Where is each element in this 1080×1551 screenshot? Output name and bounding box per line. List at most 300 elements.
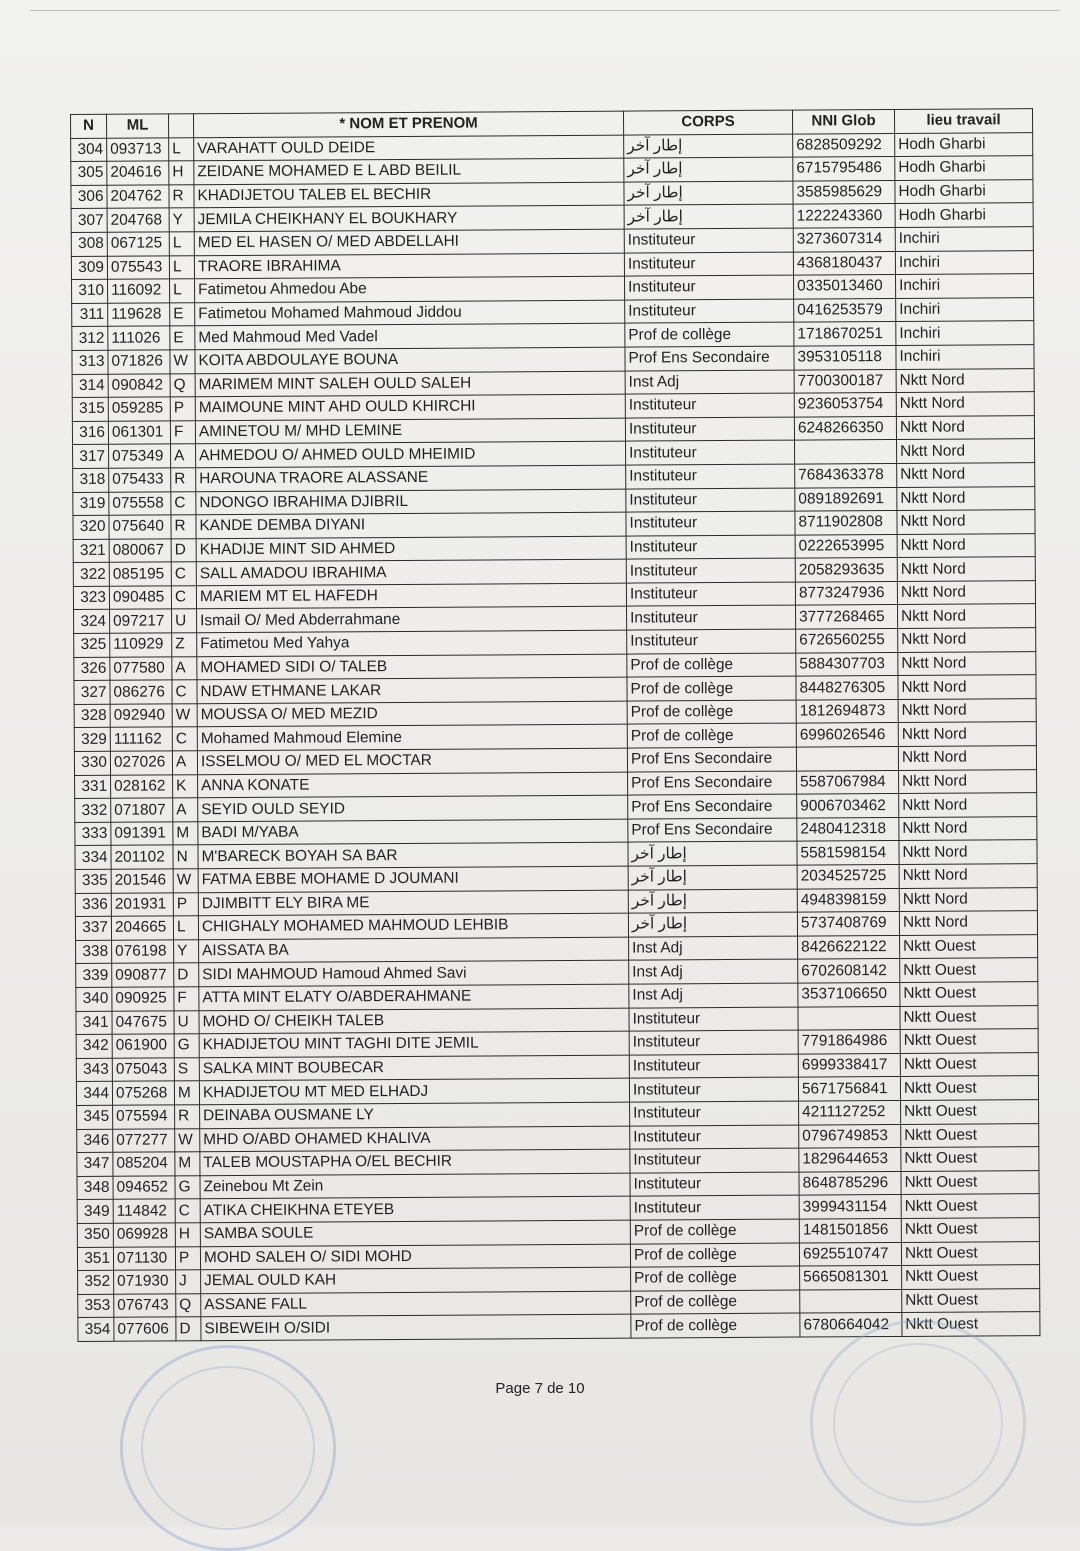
nni-glob-cell: 4211127252 — [799, 1100, 901, 1124]
nni-glob-cell: 1718670251 — [794, 322, 896, 346]
row-number-cell: 350 — [77, 1223, 113, 1247]
row-number-cell: 323 — [73, 586, 109, 610]
letter-code-cell: R — [175, 1105, 200, 1129]
letter-code-cell: R — [169, 185, 194, 209]
corps-cell: إطار آخر — [624, 204, 793, 229]
lieu-travail-cell: Nktt Nord — [898, 698, 1036, 722]
lieu-travail-cell: Nktt Ouest — [900, 1029, 1038, 1053]
full-name-cell: MAIMOUNE MINT AHD OULD KHIRCHI — [195, 394, 625, 420]
letter-code-cell: A — [172, 751, 197, 775]
full-name-cell: KHADIJETOU TALEB EL BECHIR — [194, 182, 624, 208]
ml-code-cell: 071807 — [111, 798, 173, 822]
ml-code-cell: 075594 — [113, 1105, 175, 1129]
corps-cell: Instituteur — [626, 535, 795, 560]
nni-glob-cell: 0796749853 — [799, 1124, 901, 1148]
ml-code-cell: 094652 — [113, 1176, 175, 1200]
ml-code-cell: 071130 — [113, 1246, 175, 1270]
nni-glob-cell: 8426622122 — [798, 935, 900, 959]
letter-code-cell: J — [176, 1270, 201, 1294]
letter-code-cell: A — [172, 656, 197, 680]
lieu-travail-cell: Nktt Ouest — [900, 1005, 1038, 1029]
row-number-cell: 310 — [72, 279, 108, 303]
nni-glob-cell — [800, 1289, 902, 1313]
letter-code-cell: R — [171, 515, 196, 539]
ml-code-cell: 093713 — [107, 137, 169, 161]
row-number-cell: 325 — [74, 633, 110, 657]
nni-glob-cell: 5665081301 — [800, 1266, 902, 1290]
header-letter — [169, 114, 194, 138]
row-number-cell: 340 — [76, 987, 112, 1011]
corps-cell: Prof Ens Secondaire — [627, 747, 796, 772]
corps-cell: Instituteur — [625, 275, 794, 300]
lieu-travail-cell: Nktt Ouest — [901, 1123, 1039, 1147]
corps-cell: Instituteur — [629, 1007, 798, 1032]
full-name-cell: MED EL HASEN O/ MED ABDELLAHI — [194, 229, 624, 255]
letter-code-cell: W — [175, 1128, 200, 1152]
lieu-travail-cell: Nktt Ouest — [902, 1288, 1040, 1312]
nni-glob-cell: 0891892691 — [795, 487, 897, 511]
corps-cell: Instituteur — [625, 299, 794, 324]
corps-cell: إطار آخر — [628, 865, 797, 890]
nni-glob-cell: 3585985629 — [793, 180, 895, 204]
nni-glob-cell: 2034525725 — [797, 864, 899, 888]
lieu-travail-cell: Nktt Nord — [897, 533, 1035, 557]
lieu-travail-cell: Nktt Nord — [899, 911, 1037, 935]
corps-cell: Inst Adj — [629, 936, 798, 961]
lieu-travail-cell: Hodh Gharbi — [895, 156, 1033, 180]
letter-code-cell: W — [170, 350, 195, 374]
lieu-travail-cell: Inchiri — [895, 274, 1033, 298]
nni-glob-cell: 8648785296 — [799, 1171, 901, 1195]
ml-code-cell: 075558 — [109, 491, 171, 515]
letter-code-cell: C — [175, 1199, 200, 1223]
letter-code-cell: G — [174, 1034, 199, 1058]
full-name-cell: SALKA MINT BOUBECAR — [199, 1055, 629, 1081]
lieu-travail-cell: Nktt Nord — [898, 651, 1036, 675]
row-number-cell: 312 — [72, 327, 108, 351]
nni-glob-cell: 2058293635 — [795, 558, 897, 582]
nni-glob-cell: 3273607314 — [793, 227, 895, 251]
letter-code-cell: M — [173, 822, 198, 846]
ml-code-cell: 085204 — [113, 1152, 175, 1176]
row-number-cell: 308 — [71, 232, 107, 256]
full-name-cell: Zeinebou Mt Zein — [200, 1173, 630, 1199]
full-name-cell: Fatimetou Med Yahya — [197, 630, 627, 656]
ml-code-cell: 091391 — [111, 822, 173, 846]
corps-cell: Instituteur — [626, 440, 795, 465]
row-number-cell: 339 — [76, 964, 112, 988]
corps-cell: Inst Adj — [629, 959, 798, 984]
full-name-cell: MARIMEM MINT SALEH OULD SALEH — [195, 371, 625, 397]
nni-glob-cell: 6248266350 — [794, 416, 896, 440]
letter-code-cell: E — [170, 302, 195, 326]
ml-code-cell: 047675 — [112, 1010, 174, 1034]
row-number-cell: 346 — [77, 1129, 113, 1153]
full-name-cell: KHADIJE MINT SID AHMED — [196, 536, 626, 562]
ml-code-cell: 085195 — [109, 562, 171, 586]
corps-cell: Instituteur — [626, 558, 795, 583]
lieu-travail-cell: Nktt Nord — [896, 415, 1034, 439]
ml-code-cell: 204616 — [107, 161, 169, 185]
nni-glob-cell: 3953105118 — [794, 345, 896, 369]
row-number-cell: 342 — [76, 1034, 112, 1058]
ml-code-cell: 075433 — [109, 468, 171, 492]
full-name-cell: DJIMBITT ELY BIRA ME — [198, 890, 628, 916]
letter-code-cell: K — [173, 774, 198, 798]
letter-code-cell: C — [171, 586, 196, 610]
lieu-travail-cell: Hodh Gharbi — [895, 179, 1033, 203]
ml-code-cell: 201546 — [111, 869, 173, 893]
nni-glob-cell: 4948398159 — [797, 888, 899, 912]
full-name-cell: JEMAL OULD KAH — [201, 1267, 631, 1293]
row-number-cell: 336 — [75, 893, 111, 917]
nni-glob-cell: 5884307703 — [796, 652, 898, 676]
full-name-cell: DEINABA OUSMANE LY — [200, 1102, 630, 1128]
row-number-cell: 343 — [76, 1058, 112, 1082]
lieu-travail-cell: Nktt Nord — [897, 580, 1035, 604]
corps-cell: Prof de collège — [627, 700, 796, 725]
corps-cell: Prof de collège — [627, 653, 796, 678]
corps-cell: Prof de collège — [625, 322, 794, 347]
nni-glob-cell: 7700300187 — [794, 369, 896, 393]
header-name: * NOM ET PRENOM — [194, 111, 624, 137]
lieu-travail-cell: Nktt Nord — [899, 769, 1037, 793]
lieu-travail-cell: Nktt Nord — [899, 887, 1037, 911]
corps-cell: Prof de collège — [631, 1290, 800, 1315]
full-name-cell: Mohamed Mahmoud Elemine — [197, 725, 627, 751]
corps-cell: Prof Ens Secondaire — [628, 771, 797, 796]
ml-code-cell: 090842 — [108, 373, 170, 397]
row-number-cell: 349 — [77, 1200, 113, 1224]
row-number-cell: 333 — [75, 822, 111, 846]
letter-code-cell: A — [173, 798, 198, 822]
row-number-cell: 344 — [76, 1082, 112, 1106]
row-number-cell: 318 — [73, 468, 109, 492]
nni-glob-cell: 0222653995 — [795, 534, 897, 558]
full-name-cell: KHADIJETOU MT MED ELHADJ — [199, 1078, 629, 1104]
ml-code-cell: 204665 — [111, 916, 173, 940]
full-name-cell: MOHD O/ CHEIKH TALEB — [199, 1008, 629, 1034]
ml-code-cell: 075349 — [109, 444, 171, 468]
nni-glob-cell: 0335013460 — [793, 275, 895, 299]
row-number-cell: 353 — [78, 1294, 114, 1318]
corps-cell: Prof Ens Secondaire — [628, 794, 797, 819]
letter-code-cell: U — [174, 1010, 199, 1034]
nni-glob-cell: 7791864986 — [798, 1030, 900, 1054]
corps-cell: Instituteur — [626, 511, 795, 536]
ml-code-cell: 080067 — [109, 539, 171, 563]
nni-glob-cell: 8711902808 — [795, 511, 897, 535]
corps-cell: Instituteur — [625, 393, 794, 418]
ml-code-cell: 077277 — [113, 1128, 175, 1152]
corps-cell: Instituteur — [630, 1125, 799, 1150]
corps-cell: Prof de collège — [627, 676, 796, 701]
corps-cell: Instituteur — [624, 252, 793, 277]
ml-code-cell: 075043 — [112, 1058, 174, 1082]
full-name-cell: M'BARECK BOYAH SA BAR — [198, 843, 628, 869]
ml-code-cell: 090877 — [112, 963, 174, 987]
scan-edge-line — [30, 10, 1060, 11]
full-name-cell: Med Mahmoud Med Vadel — [195, 323, 625, 349]
lieu-travail-cell: Nktt Ouest — [901, 1170, 1039, 1194]
lieu-travail-cell: Nktt Nord — [896, 392, 1034, 416]
full-name-cell: Fatimetou Mohamed Mahmoud Jiddou — [195, 300, 625, 326]
row-number-cell: 309 — [71, 256, 107, 280]
lieu-travail-cell: Nktt Nord — [899, 840, 1037, 864]
ml-code-cell: 204768 — [107, 208, 169, 232]
ml-code-cell: 111026 — [108, 326, 170, 350]
corps-cell: Instituteur — [627, 629, 796, 654]
letter-code-cell: Y — [169, 208, 194, 232]
ml-code-cell: 116092 — [108, 279, 170, 303]
letter-code-cell: D — [174, 963, 199, 987]
letter-code-cell: L — [170, 279, 195, 303]
lieu-travail-cell: Nktt Ouest — [901, 1147, 1039, 1171]
full-name-cell: AHMEDOU O/ AHMED OULD MHEIMID — [196, 441, 626, 467]
full-name-cell: NDONGO IBRAHIMA DJIBRIL — [196, 489, 626, 515]
nni-glob-cell: 6925510747 — [799, 1242, 901, 1266]
ml-code-cell: 067125 — [107, 232, 169, 256]
letter-code-cell: C — [172, 680, 197, 704]
corps-cell: Prof Ens Secondaire — [625, 346, 794, 371]
row-number-cell: 311 — [72, 303, 108, 327]
lieu-travail-cell: Inchiri — [896, 297, 1034, 321]
lieu-travail-cell: Hodh Gharbi — [895, 132, 1033, 156]
letter-code-cell: Z — [172, 633, 197, 657]
full-name-cell: SIDI MAHMOUD Hamoud Ahmed Savi — [199, 960, 629, 986]
lieu-travail-cell: Nktt Nord — [898, 722, 1036, 746]
ml-code-cell: 086276 — [110, 680, 172, 704]
full-name-cell: KANDE DEMBA DIYANI — [196, 512, 626, 538]
lieu-travail-cell: Nktt Ouest — [901, 1194, 1039, 1218]
nni-glob-cell: 3777268465 — [796, 605, 898, 629]
letter-code-cell: H — [169, 161, 194, 185]
ml-code-cell: 077606 — [114, 1317, 176, 1341]
full-name-cell: AMINETOU M/ MHD LEMINE — [195, 418, 625, 444]
row-number-cell: 328 — [74, 704, 110, 728]
letter-code-cell: W — [173, 869, 198, 893]
ml-code-cell: 061301 — [108, 421, 170, 445]
letter-code-cell: C — [172, 727, 197, 751]
corps-cell: Instituteur — [630, 1172, 799, 1197]
corps-cell: Instituteur — [627, 606, 796, 631]
letter-code-cell: M — [174, 1081, 199, 1105]
nni-glob-cell: 4368180437 — [793, 251, 895, 275]
full-name-cell: MOUSSA O/ MED MEZID — [197, 701, 627, 727]
row-number-cell: 348 — [77, 1176, 113, 1200]
letter-code-cell: H — [175, 1223, 200, 1247]
row-number-cell: 313 — [72, 350, 108, 374]
ml-code-cell: 111162 — [110, 727, 172, 751]
row-number-cell: 332 — [75, 798, 111, 822]
ml-code-cell: 059285 — [108, 397, 170, 421]
ml-code-cell: 061900 — [112, 1034, 174, 1058]
row-number-cell: 351 — [77, 1247, 113, 1271]
lieu-travail-cell: Nktt Ouest — [902, 1312, 1040, 1336]
corps-cell: Prof Ens Secondaire — [628, 818, 797, 843]
full-name-cell: NDAW ETHMANE LAKAR — [197, 677, 627, 703]
full-name-cell: TALEB MOUSTAPHA O/EL BECHIR — [200, 1149, 630, 1175]
full-name-cell: Ismail O/ Med Abderrahmane — [197, 607, 627, 633]
ml-code-cell: 076743 — [114, 1294, 176, 1318]
nni-glob-cell: 1222243360 — [793, 204, 895, 228]
row-number-cell: 320 — [73, 515, 109, 539]
letter-code-cell: N — [173, 845, 198, 869]
nni-glob-cell: 8773247936 — [795, 581, 897, 605]
lieu-travail-cell: Nktt Nord — [897, 463, 1035, 487]
letter-code-cell: D — [176, 1317, 201, 1341]
nni-glob-cell: 9006703462 — [797, 794, 899, 818]
nni-glob-cell: 5587067984 — [797, 770, 899, 794]
corps-cell: إطار آخر — [628, 841, 797, 866]
nni-glob-cell: 6780664042 — [800, 1313, 902, 1337]
table-body — [71, 132, 1040, 1341]
full-name-cell: VARAHATT OULD DEIDE — [194, 135, 624, 161]
row-number-cell: 329 — [74, 728, 110, 752]
lieu-travail-cell: Nktt Ouest — [900, 982, 1038, 1006]
full-name-cell: FATMA EBBE MOHAME D JOUMANI — [198, 866, 628, 892]
nni-glob-cell: 9236053754 — [794, 393, 896, 417]
full-name-cell: BADI M/YABA — [198, 819, 628, 845]
corps-cell: Prof de collège — [631, 1266, 800, 1291]
corps-cell: Prof de collège — [630, 1219, 799, 1244]
ml-code-cell: 092940 — [110, 704, 172, 728]
lieu-travail-cell: Nktt Ouest — [900, 1052, 1038, 1076]
row-number-cell: 334 — [75, 846, 111, 870]
lieu-travail-cell: Nktt Ouest — [900, 958, 1038, 982]
letter-code-cell: Y — [174, 940, 199, 964]
corps-cell: Prof de collège — [630, 1243, 799, 1268]
letter-code-cell: S — [174, 1057, 199, 1081]
nni-glob-cell — [798, 1006, 900, 1030]
lieu-travail-cell: Nktt Nord — [898, 746, 1036, 770]
full-name-cell: ATIKA CHEIKHNA ETEYEB — [200, 1196, 630, 1222]
ml-code-cell: 204762 — [107, 185, 169, 209]
ml-code-cell: 201102 — [111, 845, 173, 869]
row-number-cell: 317 — [73, 445, 109, 469]
row-number-cell: 341 — [76, 1011, 112, 1035]
nni-glob-cell: 1481501856 — [799, 1218, 901, 1242]
row-number-cell: 345 — [77, 1105, 113, 1129]
corps-cell: إطار آخر — [628, 889, 797, 914]
letter-code-cell: M — [175, 1152, 200, 1176]
lieu-travail-cell: Nktt Nord — [897, 557, 1035, 581]
full-name-cell: ZEIDANE MOHAMED E L ABD BEILIL — [194, 158, 624, 184]
corps-cell: إطار آخر — [624, 134, 793, 159]
row-number-cell: 327 — [74, 681, 110, 705]
nni-glob-cell: 3537106650 — [798, 982, 900, 1006]
row-number-cell: 337 — [75, 916, 111, 940]
full-name-cell: ANNA KONATE — [198, 772, 628, 798]
full-name-cell: ATTA MINT ELATY O/ABDERAHMANE — [199, 984, 629, 1010]
full-name-cell: ASSANE FALL — [201, 1291, 631, 1317]
row-number-cell: 324 — [74, 610, 110, 634]
letter-code-cell: L — [169, 255, 194, 279]
nni-glob-cell: 6715795486 — [793, 157, 895, 181]
corps-cell: Instituteur — [630, 1148, 799, 1173]
lieu-travail-cell: Nktt Nord — [897, 439, 1035, 463]
nni-glob-cell: 1812694873 — [796, 699, 898, 723]
corps-cell: Instituteur — [629, 1054, 798, 1079]
lieu-travail-cell: Nktt Ouest — [900, 1076, 1038, 1100]
letter-code-cell: E — [170, 326, 195, 350]
ml-code-cell: 069928 — [113, 1223, 175, 1247]
lieu-travail-cell: Nktt Nord — [898, 675, 1036, 699]
header-lieu: lieu travail — [894, 109, 1032, 133]
corps-cell: Instituteur — [630, 1101, 799, 1126]
row-number-cell: 305 — [71, 161, 107, 185]
corps-cell: Inst Adj — [625, 370, 794, 395]
ml-code-cell: 090925 — [112, 987, 174, 1011]
nni-glob-cell: 7684363378 — [795, 463, 897, 487]
letter-code-cell: Q — [176, 1293, 201, 1317]
lieu-travail-cell: Nktt Nord — [899, 816, 1037, 840]
ml-code-cell: 028162 — [111, 775, 173, 799]
row-number-cell: 319 — [73, 492, 109, 516]
full-name-cell: MHD O/ABD OHAMED KHALIVA — [200, 1126, 630, 1152]
ml-code-cell: 071826 — [108, 350, 170, 374]
header-ml: ML — [107, 114, 169, 138]
letter-code-cell: L — [169, 232, 194, 256]
lieu-travail-cell: Inchiri — [895, 250, 1033, 274]
full-name-cell: MOHAMED SIDI O/ TALEB — [197, 654, 627, 680]
ml-code-cell: 077580 — [110, 657, 172, 681]
ml-code-cell: 075543 — [107, 255, 169, 279]
full-name-cell: AISSATA BA — [199, 937, 629, 963]
official-stamp-left — [120, 1345, 336, 1551]
full-name-cell: HAROUNA TRAORE ALASSANE — [196, 465, 626, 491]
full-name-cell: SALL AMADOU IBRAHIMA — [196, 559, 626, 585]
personnel-table — [70, 108, 1040, 1342]
corps-cell: Prof de collège — [627, 724, 796, 749]
row-number-cell: 307 — [71, 209, 107, 233]
lieu-travail-cell: Nktt Ouest — [901, 1241, 1039, 1265]
corps-cell: Instituteur — [626, 488, 795, 513]
official-stamp-right — [810, 1320, 1026, 1526]
full-name-cell: Fatimetou Ahmedou Abe — [195, 276, 625, 302]
corps-cell: Inst Adj — [629, 983, 798, 1008]
full-name-cell: ISSELMOU O/ MED EL MOCTAR — [197, 748, 627, 774]
row-number-cell: 304 — [71, 138, 107, 162]
letter-code-cell: F — [170, 420, 195, 444]
full-name-cell: TRAORE IBRAHIMA — [194, 253, 624, 279]
full-name-cell: SEYID OULD SEYID — [198, 795, 628, 821]
full-name-cell: MARIEM MT EL HAFEDH — [196, 583, 626, 609]
ml-code-cell: 097217 — [110, 609, 172, 633]
letter-code-cell: A — [171, 444, 196, 468]
ml-code-cell: 110929 — [110, 633, 172, 657]
lieu-travail-cell: Inchiri — [895, 227, 1033, 251]
ml-code-cell: 090485 — [109, 586, 171, 610]
letter-code-cell: U — [172, 609, 197, 633]
letter-code-cell: C — [171, 562, 196, 586]
row-number-cell: 330 — [74, 751, 110, 775]
nni-glob-cell: 6702608142 — [798, 959, 900, 983]
letter-code-cell: Q — [170, 373, 195, 397]
full-name-cell: JEMILA CHEIKHANY EL BOUKHARY — [194, 205, 624, 231]
nni-glob-cell: 6828509292 — [793, 133, 895, 157]
letter-code-cell: W — [172, 704, 197, 728]
nni-glob-cell — [796, 746, 898, 770]
corps-cell: Instituteur — [629, 1077, 798, 1102]
ml-code-cell: 071930 — [114, 1270, 176, 1294]
row-number-cell: 322 — [73, 563, 109, 587]
row-number-cell: 347 — [77, 1152, 113, 1176]
corps-cell: Instituteur — [630, 1195, 799, 1220]
corps-cell: Instituteur — [626, 582, 795, 607]
row-number-cell: 306 — [71, 185, 107, 209]
ml-code-cell: 076198 — [112, 940, 174, 964]
